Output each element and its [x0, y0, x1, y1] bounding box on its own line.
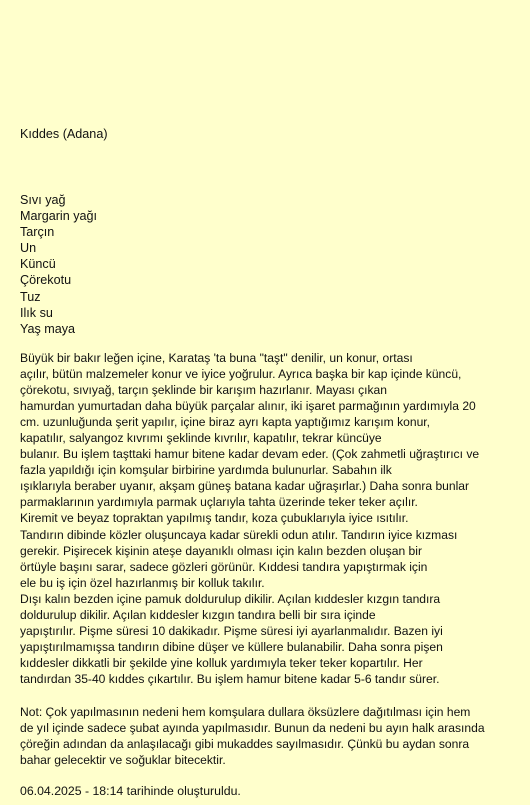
recipe-note [20, 704, 485, 768]
instruction-line: hamurdan yumurtadan daha büyük parçalar alınır, iki işaret parmağının yardımıyla 20 [20, 399, 476, 414]
note-line: çöreğin adından da anlaşılacağı gibi mukaddes sayılmasıdır. Çünkü bu aydan sonra [20, 737, 470, 752]
instruction-line: Büyük bir bakır leğen içine, Karataş 'ta buna "taşt" denilir, un konur, ortası [20, 351, 413, 365]
instruction-line: ışıklarıyla beraber uyanır, akşam güneş batana kadar uğraşırlar.) Daha sonra bunlar [20, 479, 470, 494]
note-line: de yıl içinde sadece şubat ayında yapılmasıdır. Bunun da nedeni bu ayın halk arasında [20, 721, 485, 736]
ingredient-item: Sıvı yağ [20, 193, 66, 207]
ingredient-item: Ilık su [20, 305, 53, 320]
created-timestamp: 06.04.2025 - 18:14 tarihinde oluşturuldu. [20, 784, 241, 798]
ingredient-item: Yaş maya [20, 321, 76, 336]
instruction-line: bulanır. Bu işlem taşttaki hamur bitene kadar devam eder. (Çok zahmetli uğraştırıcı ve [20, 447, 480, 462]
instruction-line: yapıştırılır. Pişme süresi 10 dakikadır. Pişme süresi iyi ayarlanmalıdır. Bazen iyi [20, 623, 443, 638]
instruction-line: parmaklarının yardımıyla parmak uçlarıyla tahta üzerinde teker teker açılır. [20, 495, 418, 510]
ingredient-item: Tarçın [20, 225, 55, 240]
instruction-line: fazla yapıldığı için komşular birbirine yardımda bulunurlar. Sabahın ilk [20, 463, 392, 478]
instruction-line: doldurulup dikilir. Açılan kıddesler kızgın tandıra belli bir sıra içinde [20, 607, 376, 622]
ingredient-item: Küncü [20, 257, 56, 272]
ingredient-item: Un [20, 241, 37, 256]
instruction-line: cm. uzunluğunda şerit yapılır, içine biraz ayrı kapta yaptığımız karışım konur, [20, 415, 431, 430]
instruction-line: kıddesler dikkatli bir şekilde yine kolluk yardımıyla teker teker kopartılır. Her [20, 655, 423, 670]
ingredient-item: Margarin yağı [20, 209, 97, 224]
ingredient-list [20, 192, 97, 337]
instruction-line: gerekir. Pişirecek kişinin ateşe dayanıklı olması için kalın bezden oluşan bir [20, 543, 422, 558]
instructions-text [20, 350, 479, 687]
instruction-line: örtüyle başını sarar, sadece gözleri görünür. Kıddesi tandıra yapıştırmak için [20, 559, 428, 574]
instruction-line: kapatılır, salyangoz kıvrımı şeklinde kıvrılır, kapatılır, tekrar küncüye [20, 431, 382, 446]
instruction-line: Kiremit ve beyaz topraktan yapılmış tandır, koza çubuklarıyla iyice ısıtılır. [20, 511, 409, 526]
recipe-title: Kıddes (Adana) [20, 127, 108, 141]
instruction-line: Tandırın dibinde közler oluşuncaya kadar sürekli odun atılır. Tandırın iyice kızması [20, 527, 458, 542]
note-line: Not: Çok yapılmasının nedeni hem komşulara dullara öksüzlere dağıtılması için hem [20, 705, 471, 719]
instruction-line: açılır, bütün malzemeler konur ve iyice yoğrulur. Ayrıca başka bir kap içinde küncü, [20, 367, 462, 382]
instruction-line: Dışı kalın bezden içine pamuk doldurulup dikilir. Açılan kıddesler kızgın tandıra [20, 591, 441, 606]
instruction-line: yapıştırılmamışsa tandırın dibine düşer ve küllere bulanabilir. Daha sonra pişen [20, 639, 443, 654]
instruction-line: ele bu iş için özel hazırlanmış bir kolluk takılır. [20, 575, 265, 590]
ingredient-item: Tuz [20, 289, 41, 304]
note-line: bahar gelecektir ve soğuklar bitecektir. [20, 753, 226, 768]
instruction-line: çörekotu, sıvıyağ, tarçın şeklinde bir karışım hazırlanır. Mayası çıkan [20, 383, 387, 398]
ingredient-item: Çörekotu [20, 273, 72, 288]
instruction-line: tandırdan 35-40 kıddes çıkartılır. Bu işlem hamur bitene kadar 5-6 tandır sürer. [20, 671, 440, 686]
